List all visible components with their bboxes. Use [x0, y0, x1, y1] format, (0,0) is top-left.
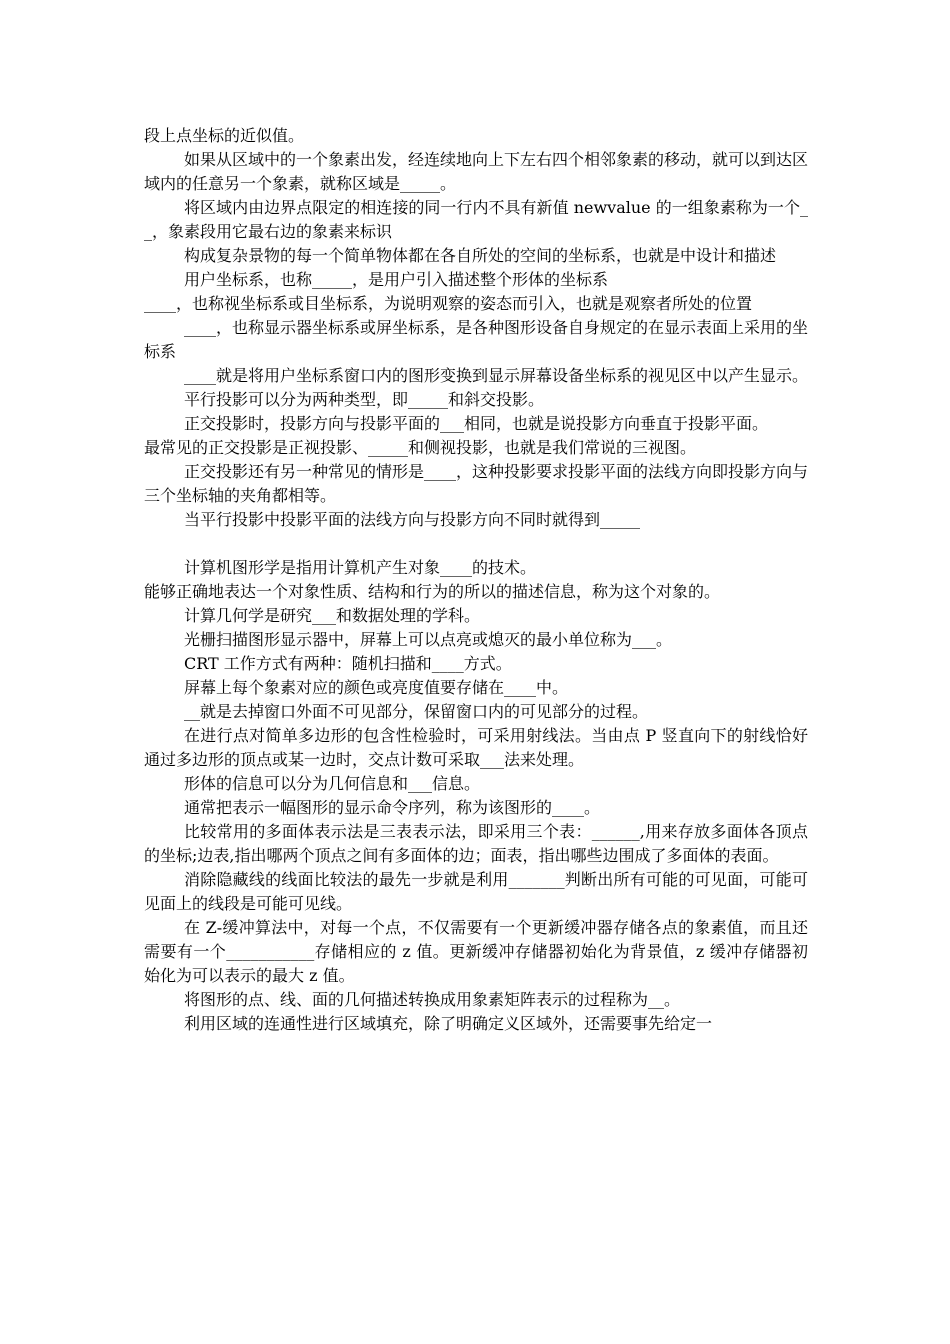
paragraph: 光栅扫描图形显示器中，屏幕上可以点亮或熄灭的最小单位称为___。 [184, 630, 673, 649]
paragraph: 正交投影时，投影方向与投影平面的___相同，也就是说投影方向垂直于投影平面。 [184, 414, 769, 433]
paragraph: 屏幕上每个象素对应的颜色或亮度值要存储在____中。 [184, 678, 569, 697]
paragraph: __就是去掉窗口外面不可见部分，保留窗口内的可见部分的过程。 [184, 702, 649, 721]
paragraph: 在进行点对简单多边形的包含性检验时，可采用射线法。当由点 P 竖直向下的射线恰好通过多边形的顶点或某一边时，交点计数可采取___法来处理。 [144, 726, 808, 769]
paragraph: 正交投影还有另一种常见的情形是____，这种投影要求投影平面的法线方向即投影方向与三个坐标轴的夹角都相等。 [144, 462, 809, 505]
paragraph: 段上点坐标的近似值。 [144, 126, 305, 145]
paragraph: 计算机图形学是指用计算机产生对象____的技术。 [184, 558, 537, 577]
paragraph: 最常见的正交投影是正视投影、_____和侧视投影，也就是我们常说的三视图。 [144, 438, 697, 457]
paragraph: 形体的信息可以分为几何信息和___信息。 [184, 774, 481, 793]
paragraph: 比较常用的多面体表示法是三表表示法，即采用三个表：______,用来存放多面体各顶点的坐标;边表,指出哪两个顶点之间有多面体的边；面表，指出哪些边围成了多面体的表面。 [144, 822, 808, 865]
paragraph: 能够正确地表达一个对象性质、结构和行为的所以的描述信息，称为这个对象的。 [144, 582, 721, 601]
paragraph: 通常把表示一幅图形的显示命令序列，称为该图形的____。 [184, 798, 601, 817]
blank-line [144, 532, 808, 556]
paragraph: 计算几何学是研究___和数据处理的学科。 [184, 606, 481, 625]
paragraph: ____就是将用户坐标系窗口内的图形变换到显示屏幕设备坐标系的视见区中以产生显示。 [184, 366, 809, 385]
paragraph: 消除隐藏线的线面比较法的最先一步就是利用_______判断出所有可能的可见面，可能可见面上的线段是可能可见线。 [144, 870, 808, 913]
paragraph: 将区域内由边界点限定的相连接的同一行内不具有新值 newvalue 的一组象素称为一个__，象素段用它最右边的象素来标识 [144, 198, 808, 241]
paragraph: 平行投影可以分为两种类型，即_____和斜交投影。 [184, 390, 545, 409]
paragraph: ____，也称视坐标系或目坐标系，为说明观察的姿态而引入，也就是观察者所处的位置 [144, 294, 753, 313]
paragraph: 将图形的点、线、面的几何描述转换成用象素矩阵表示的过程称为__。 [184, 990, 681, 1009]
paragraph: 当平行投影中投影平面的法线方向与投影方向不同时就得到_____ [184, 510, 641, 529]
paragraph: 构成复杂景物的每一个简单物体都在各自所处的空间的坐标系，也就是中设计和描述 [184, 246, 777, 265]
paragraph: ____，也称显示器坐标系或屏坐标系，是各种图形设备自身规定的在显示表面上采用的坐标系 [144, 318, 809, 361]
paragraph: 在 Z-缓冲算法中，对每一个点，不仅需要有一个更新缓冲器存储各点的象素值，而且还需要有一个___________存储相应的 z 值。更新缓冲存储器初始化为背景值，z 缓冲存储器初始化为可以表示的最大 z 值。 [144, 918, 808, 985]
document-page [144, 124, 808, 1036]
paragraph: 如果从区域中的一个象素出发，经连续地向上下左右四个相邻象素的移动，就可以到达区域内的任意另一个象素，就称区域是_____。 [144, 150, 809, 193]
paragraph: 用户坐标系，也称_____，是用户引入描述整个形体的坐标系 [184, 270, 609, 289]
paragraph: 利用区域的连通性进行区域填充，除了明确定义区域外，还需要事先给定一 [184, 1014, 713, 1033]
paragraph: CRT 工作方式有两种：随机扫描和____方式。 [184, 654, 512, 673]
